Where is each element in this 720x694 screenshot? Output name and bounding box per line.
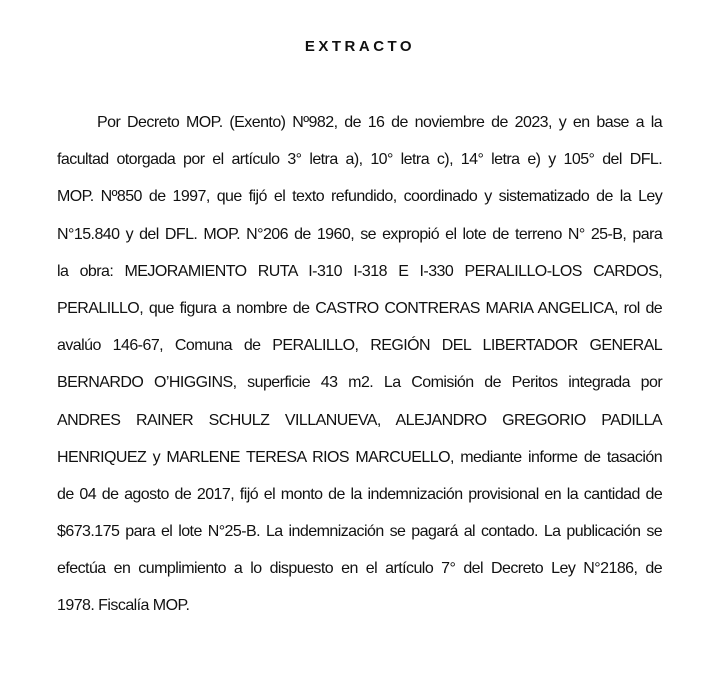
body-line: HENRIQUEZ y MARLENE TERESA RIOS MARCUELLO, mediante informe de tasación bbox=[57, 448, 663, 466]
body-line: ANDRES RAINER SCHULZ VILLANUEVA, ALEJANDRO GREGORIO PADILLA bbox=[57, 411, 663, 429]
body-line: la obra: MEJORAMIENTO RUTA I-310 I-318 E I-330 PERALILLO-LOS CARDOS, bbox=[57, 262, 663, 280]
body-line-last: 1978. Fiscalía MOP. bbox=[57, 597, 190, 615]
body-line: de 04 de agosto de 2017, fijó el monto de la indemnización provisional en la cantidad de bbox=[57, 485, 663, 503]
body-line: BERNARDO O’HIGGINS, superficie 43 m2. La Comisión de Peritos integrada por bbox=[57, 374, 663, 392]
body-line: efectúa en cumplimiento a lo dispuesto en el artículo 7° del Decreto Ley N°2186, de bbox=[57, 560, 663, 578]
body-line: PERALILLO, que figura a nombre de CASTRO CONTRERAS MARIA ANGELICA, rol de bbox=[57, 299, 663, 317]
body-line: facultad otorgada por el artículo 3° letra a), 10° letra c), 14° letra e) y 105° del DFL. bbox=[57, 151, 663, 169]
document-body bbox=[57, 104, 662, 625]
body-line: $673.175 para el lote N°25-B. La indemnización se pagará al contado. La publicación se bbox=[57, 523, 663, 541]
document-title: EXTRACTO bbox=[304, 38, 416, 55]
body-line: MOP. Nº850 de 1997, que fijó el texto refundido, coordinado y sistematizado de la Ley bbox=[57, 188, 663, 206]
body-line: avalúo 146-67, Comuna de PERALILLO, REGIÓN DEL LIBERTADOR GENERAL bbox=[57, 337, 663, 355]
body-line: N°15.840 y del DFL. MOP. N°206 de 1960, se expropió el lote de terreno N° 25-B, para bbox=[57, 225, 663, 243]
body-line: Por Decreto MOP. (Exento) Nº982, de 16 de noviembre de 2023, y en base a la bbox=[97, 114, 663, 131]
